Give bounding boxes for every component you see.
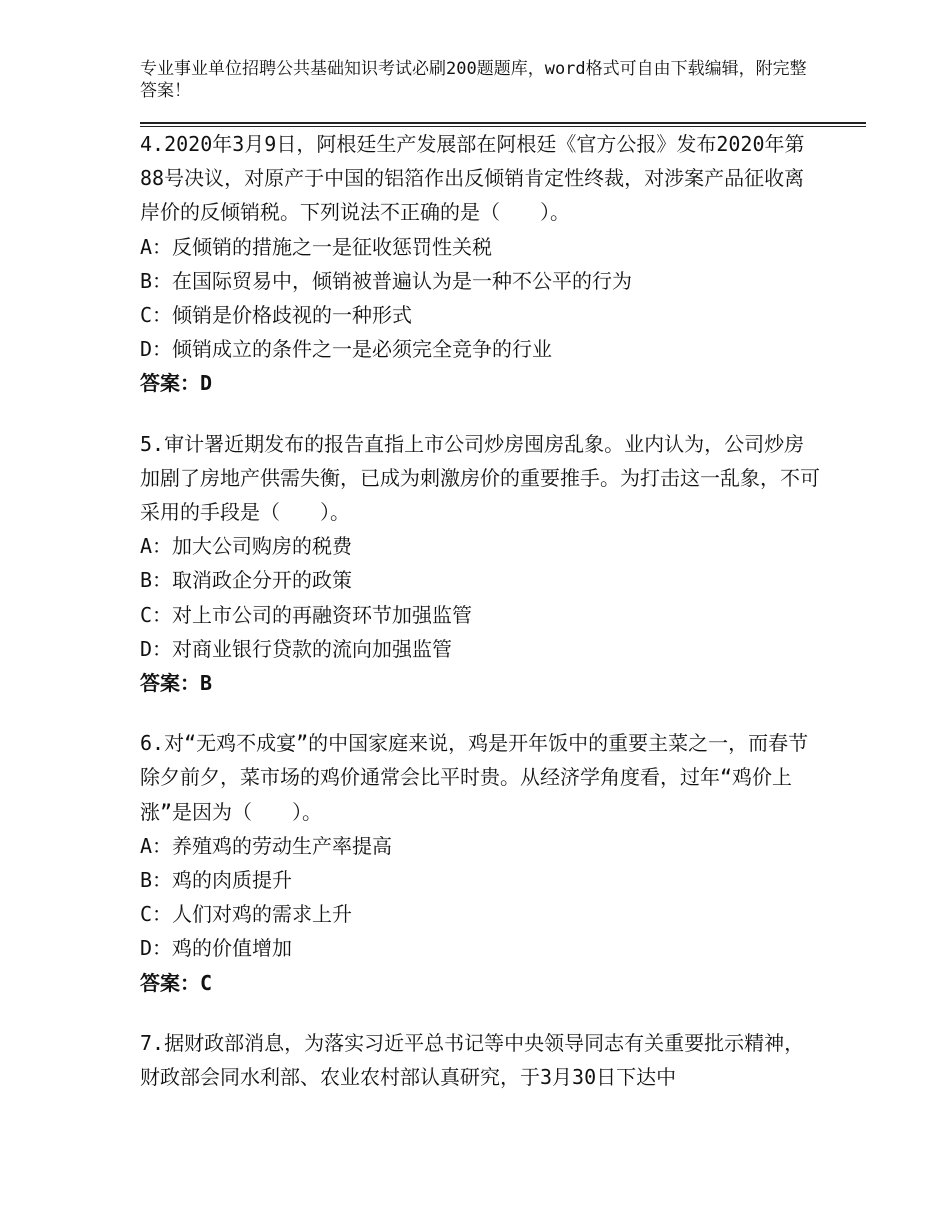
question-stem: 6.对“无鸡不成宴”的中国家庭来说，鸡是开年饭中的重要主菜之一，而春节除夕前夕，菜市场的鸡价通常会比平时贵。从经济学角度看，过年“鸡价上涨”是因为（ ）。	[140, 731, 809, 824]
option-d: D：倾销成立的条件之一是必须完全竞争的行业	[140, 337, 553, 362]
question-4	[140, 127, 820, 401]
answer-label: 答案：	[140, 970, 200, 995]
question-6	[140, 726, 820, 1000]
answer-line	[140, 966, 820, 1000]
option-a: A：反倾销的措施之一是征收惩罚性关税	[140, 234, 493, 259]
answer-line	[140, 366, 820, 400]
option-c: C：倾销是价格歧视的一种形式	[140, 303, 413, 328]
option-b: B：取消政企分开的政策	[140, 568, 353, 593]
answer-value: D	[200, 371, 213, 396]
option-a: A：养殖鸡的劳动生产率提高	[140, 833, 393, 858]
option-c: C：人们对鸡的需求上升	[140, 902, 353, 927]
question-stem: 7.据财政部消息，为落实习近平总书记等中央领导同志有关重要批示精神，财政部会同水利部、农业农村部认真研究，于3月30日下达中	[140, 1030, 805, 1090]
option-a: A：加大公司购房的税费	[140, 534, 353, 559]
page-header: 专业事业单位招聘公共基础知识考试必刷200题题库，word格式可自由下载编辑，附完整答案！	[140, 59, 807, 101]
question-stem: 4.2020年3月9日，阿根廷生产发展部在阿根廷《官方公报》发布2020年第88号决议，对原产于中国的铝箔作出反倾销肯定性终裁，对涉案产品征收离岸价的反倾销税。下列说法不正确的是（ ）。	[140, 132, 805, 225]
question-7	[140, 1026, 820, 1094]
answer-label: 答案：	[140, 671, 200, 696]
answer-value: C	[200, 970, 213, 995]
option-b: B：在国际贸易中，倾销被普遍认为是一种不公平的行为	[140, 268, 633, 293]
answer-line	[140, 666, 820, 700]
question-list	[140, 127, 820, 1120]
option-c: C：对上市公司的再融资环节加强监管	[140, 602, 473, 627]
answer-value: B	[200, 671, 213, 696]
option-d: D：对商业银行贷款的流向加强监管	[140, 636, 453, 661]
header-rule-thick	[140, 122, 866, 124]
option-d: D：鸡的价值增加	[140, 936, 293, 961]
option-b: B：鸡的肉质提升	[140, 868, 293, 893]
answer-label: 答案：	[140, 371, 200, 396]
question-5	[140, 427, 820, 701]
question-stem: 5.审计署近期发布的报告直指上市公司炒房囤房乱象。业内认为，公司炒房加剧了房地产供需失衡，已成为刺激房价的重要推手。为打击这一乱象，不可采用的手段是（ ）。	[140, 431, 820, 525]
